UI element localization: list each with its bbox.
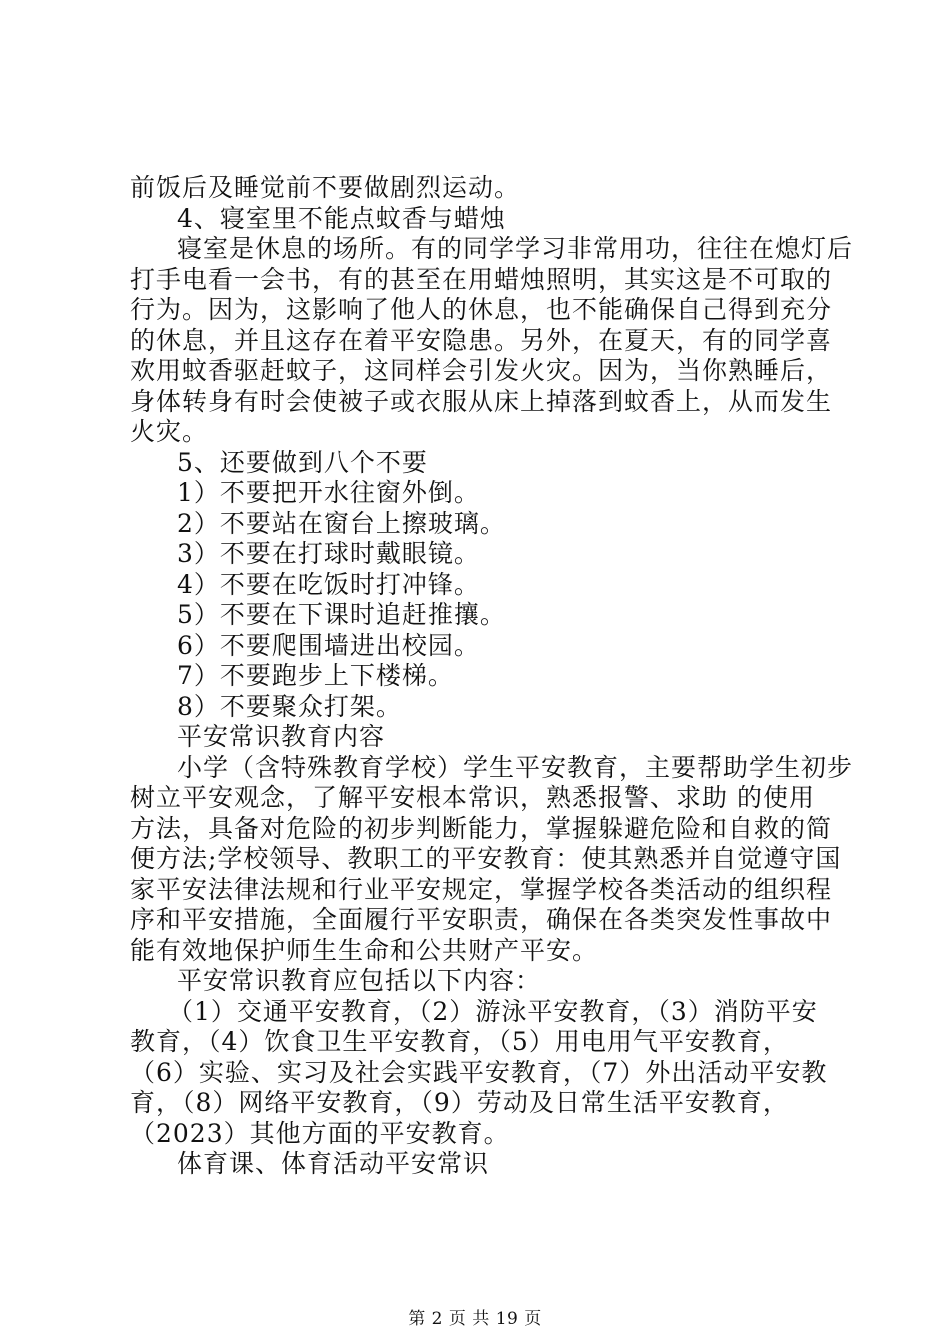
text-line: 树立平安观念，了解平安根本常识，熟悉报警、求助 的使用 xyxy=(130,783,815,812)
text-line: 平安常识教育内容 xyxy=(177,722,386,751)
text-line: 家平安法律法规和行业平安规定，掌握学校各类活动的组织程 xyxy=(130,874,833,904)
text-line: （1）交通平安教育，（2）游泳平安教育，（3）消防平安 xyxy=(168,996,818,1026)
text-line: 能有效地保护师生生命和公共财产平安。 xyxy=(130,935,599,965)
text-line: 体育课、体育活动平安常识 xyxy=(177,1149,490,1178)
text-line: 6）不要爬围墙进出校园。 xyxy=(177,630,480,660)
text-line: 5）不要在下课时追赶推攘。 xyxy=(177,600,506,629)
text-line: 小学（含特殊教育学校）学生平安教育，主要帮助学生初步 xyxy=(177,752,854,782)
text-line: 2）不要站在窗台上擦玻璃。 xyxy=(177,508,506,538)
text-line: 4）不要在吃饭时打冲锋。 xyxy=(177,569,480,599)
text-line: 方法，具备对危险的初步判断能力，掌握躲避危险和自救的简 xyxy=(130,813,833,843)
page-footer: 第 2 页 共 19 页 xyxy=(408,1309,542,1329)
text-line: 打手电看一会书，有的甚至在用蜡烛照明，其实这是不可取的 xyxy=(130,264,833,294)
text-line: 平安常识教育应包括以下内容： xyxy=(177,966,542,995)
text-line: （2023）其他方面的平安教育。 xyxy=(130,1118,510,1148)
text-line: 的休息，并且这存在着平安隐患。另外，在夏天，有的同学喜 xyxy=(130,325,833,355)
text-line: 行为。因为，这影响了他人的休息，也不能确保自己得到充分 xyxy=(130,295,833,324)
text-line: 欢用蚊香驱赶蚊子，这同样会引发火灾。因为，当你熟睡后， xyxy=(130,356,833,385)
text-line: 育，（8）网络平安教育，（9）劳动及日常生活平安教育， xyxy=(130,1088,789,1117)
text-line: 4、寝室里不能点蚊香与蜡烛 xyxy=(177,203,506,233)
text-line: 8）不要聚众打架。 xyxy=(177,691,402,721)
text-line: 便方法;学校领导、教职工的平安教育：使其熟悉并自觉遵守国 xyxy=(130,844,842,873)
text-line: 前饭后及睡觉前不要做剧烈运动。 xyxy=(130,173,521,202)
text-line: 3）不要在打球时戴眼镜。 xyxy=(177,539,480,568)
text-line: 7）不要跑步上下楼梯。 xyxy=(177,661,454,690)
text-line: 5、还要做到八个不要 xyxy=(177,447,428,477)
body-text xyxy=(130,173,854,1180)
text-line: 1）不要把开水往窗外倒。 xyxy=(177,478,480,507)
text-line: 教育，（4）饮食卫生平安教育，（5）用电用气平安教育， xyxy=(130,1027,789,1056)
text-line: 序和平安措施，全面履行平安职责，确保在各类突发性事故中 xyxy=(130,905,833,934)
text-line: 火灾。 xyxy=(130,417,209,446)
text-line: 身体转身有时会使被子或衣服从床上掉落到蚊香上，从而发生 xyxy=(130,386,833,416)
text-line: 寝室是休息的场所。有的同学学习非常用功，往往在熄灯后 xyxy=(177,234,854,263)
text-line: （6）实验、实习及社会实践平安教育，（7）外出活动平安教 xyxy=(130,1057,828,1087)
